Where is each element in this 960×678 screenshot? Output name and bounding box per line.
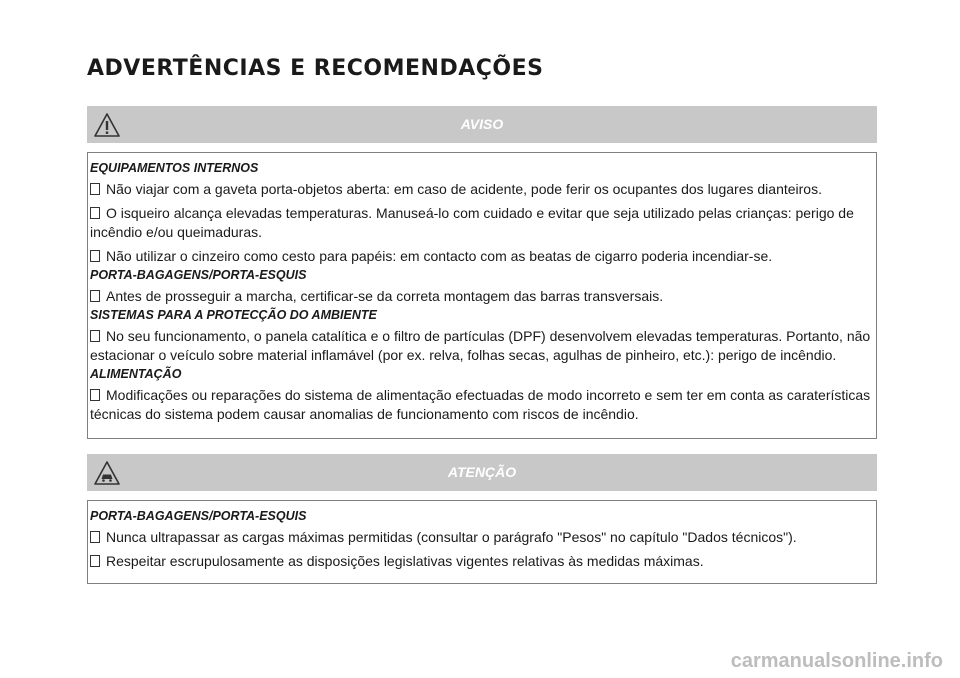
page-title: ADVERTÊNCIAS E RECOMENDAÇÕES [87, 56, 544, 81]
warning-banner [87, 106, 877, 143]
list-item: No seu funcionamento, o panela catalítica e o filtro de partículas (DPF) desenvolvem elevadas temperaturas. Portanto, não estacionar o veículo sobre material inflamável (por ex. relva, folhas secas, agulhas de pinheiro, etc.): perigo de incêndio. [90, 328, 871, 363]
list-item: Respeitar escrupulosamente as disposições legislativas vigentes relativas às medidas máximas. [90, 552, 876, 571]
watermark: carmanualsonline.info [730, 650, 943, 672]
section-heading-porta-bagagens: PORTA-BAGAGENS/PORTA-ESQUIS [90, 509, 307, 523]
section-heading-ambiente: SISTEMAS PARA A PROTECÇÃO DO AMBIENTE [90, 308, 377, 322]
checkbox-bullet-icon [90, 183, 100, 195]
caution-banner [87, 454, 877, 491]
section-heading-porta-bagagens: PORTA-BAGAGENS/PORTA-ESQUIS [90, 268, 307, 282]
checkbox-bullet-icon [90, 555, 100, 567]
list-item: Antes de prosseguir a marcha, certificar-se da correta montagem das barras transversais. [90, 287, 876, 306]
list-item: Não viajar com a gaveta porta-objetos aberta: em caso de acidente, pode ferir os ocupantes dos lugares dianteiros. [90, 180, 876, 199]
warning-title: AVISO [460, 116, 504, 132]
checkbox-bullet-icon [90, 290, 100, 302]
checkbox-bullet-icon [90, 250, 100, 262]
list-item: Nunca ultrapassar as cargas máximas permitidas (consultar o parágrafo "Pesos" no capítulo "Dados técnicos"). [90, 528, 876, 547]
checkbox-bullet-icon [90, 207, 100, 219]
checkbox-bullet-icon [90, 531, 100, 543]
list-item: Modificações ou reparações do sistema de alimentação efectuadas de modo incorreto e sem ter em conta as caraterísticas técnicas do sistema podem causar anomalias de funcionamento com riscos de incêndio. [90, 387, 871, 422]
checkbox-bullet-icon [90, 330, 100, 342]
warning-box [87, 152, 877, 439]
list-item: Não utilizar o cinzeiro como cesto para papéis: em contacto com as beatas de cigarro poderia incendiar-se. [90, 247, 876, 266]
caution-box [87, 500, 877, 584]
section-heading-alimentacao: ALIMENTAÇÃO [90, 367, 182, 381]
section-heading-equipamentos: EQUIPAMENTOS INTERNOS [90, 161, 259, 175]
checkbox-bullet-icon [90, 389, 100, 401]
caution-title: ATENÇÃO [447, 464, 517, 480]
list-item: O isqueiro alcança elevadas temperaturas. Manuseá-lo com cuidado e evitar que seja utilizado pelas crianças: perigo de incêndio e/ou queimaduras. [90, 205, 854, 240]
